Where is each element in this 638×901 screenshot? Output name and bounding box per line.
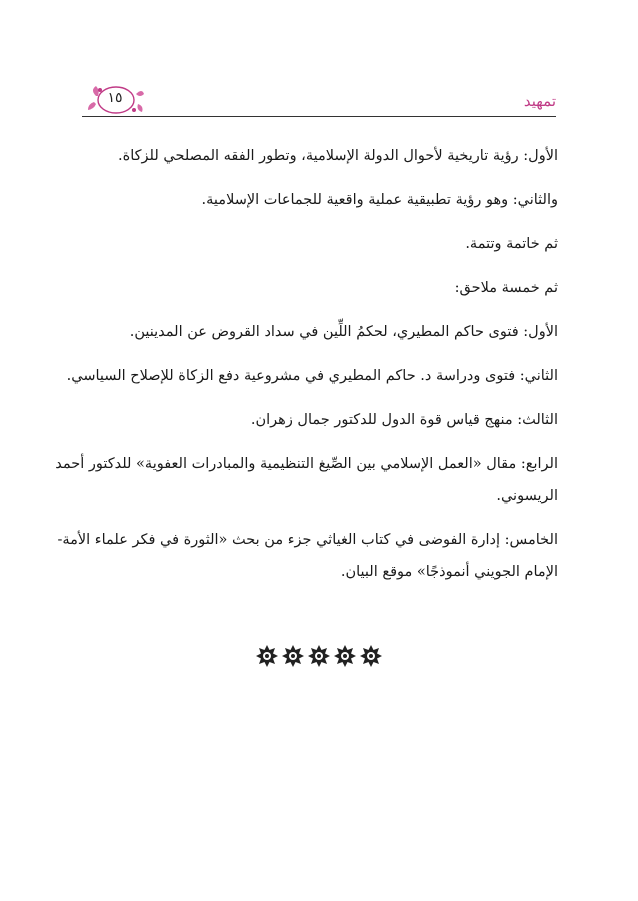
star-ornament-icon: [255, 644, 279, 668]
list-item: الثالث: منهج قياس قوة الدول للدكتور جمال زهران.: [250, 412, 558, 428]
list-item: ثم خاتمة وتتمة.: [465, 236, 558, 252]
list-item: الإمام الجويني أنموذجًا» موقع البيان.: [340, 564, 558, 580]
section-divider: [255, 644, 383, 668]
star-ornament-icon: [281, 644, 305, 668]
list-item: الأول: رؤية تاريخية لأحوال الدولة الإسلامية، وتطور الفقه المصلحي للزكاة.: [118, 148, 558, 164]
star-ornament-icon: [359, 644, 383, 668]
list-item: والثاني: وهو رؤية تطبيقية عملية واقعية للجماعات الإسلامية.: [201, 192, 558, 208]
header-rule: [82, 116, 556, 117]
chapter-title: تمهيد: [523, 92, 556, 110]
page-header: [82, 80, 556, 120]
list-item: الثاني: فتوى ودراسة د. حاكم المطيري في مشروعية دفع الزكاة للإصلاح السياسي.: [66, 368, 558, 384]
list-item: ثم خمسة ملاحق:: [454, 280, 558, 296]
page-number: ١٥: [107, 90, 123, 106]
star-ornament-icon: [333, 644, 357, 668]
list-item: الريسوني.: [496, 488, 558, 504]
list-item: الخامس: إدارة الفوضى في كتاب الغياثي جزء من بحث «الثورة في فكر علماء الأمة-: [57, 532, 558, 548]
list-item: الرابع: مقال «العمل الإسلامي بين الصِّيغ التنظيمية والمبادرات العفوية» للدكتور أحمد: [55, 456, 558, 472]
list-item: الأول: فتوى حاكم المطيري، لحكمُ اللِّين في سداد القروض عن المدينين.: [129, 324, 558, 340]
star-ornament-icon: [307, 644, 331, 668]
